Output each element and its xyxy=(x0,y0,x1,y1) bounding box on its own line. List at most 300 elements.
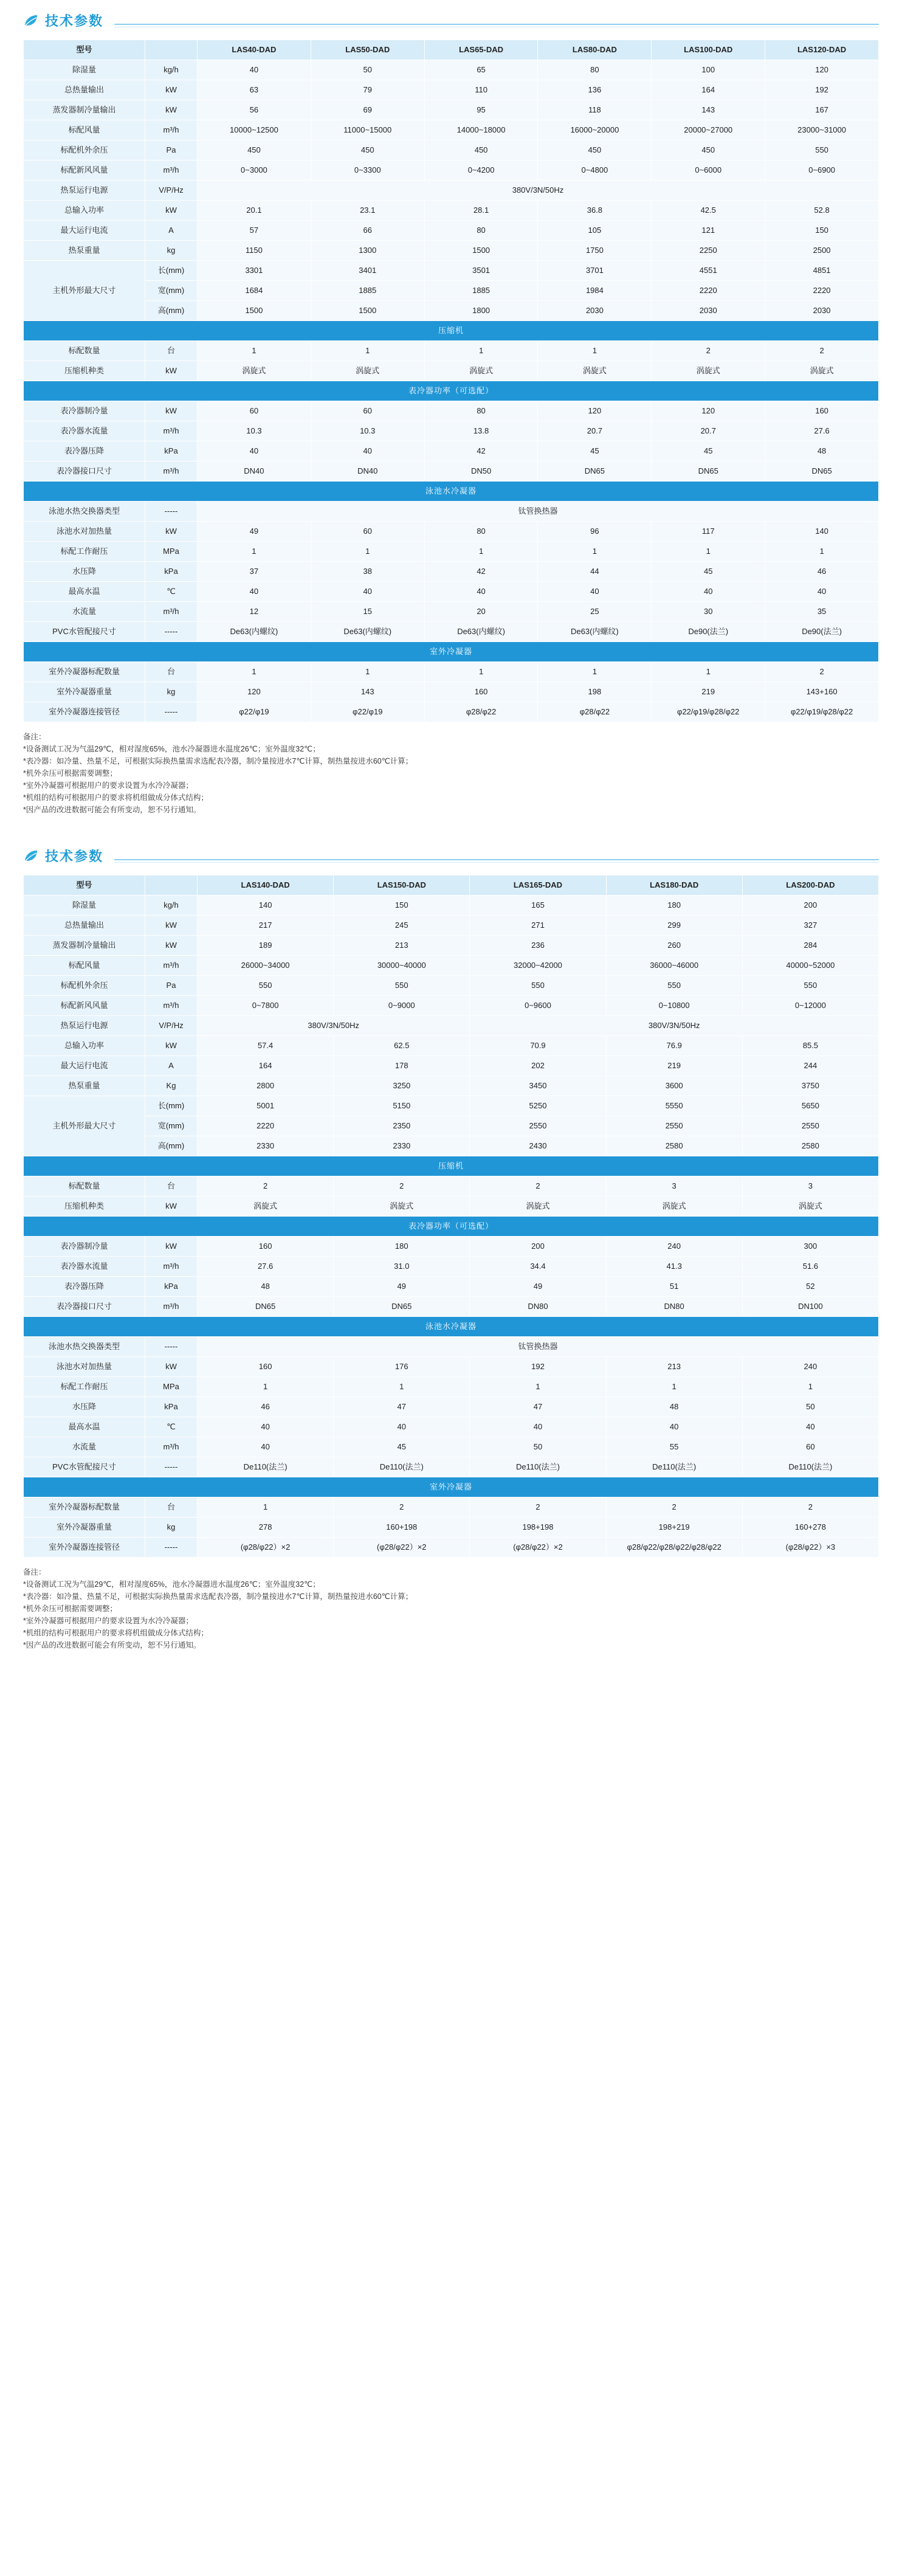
cell: 3501 xyxy=(424,261,538,281)
cell-power-supply: 380V/3N/50Hz xyxy=(470,1016,879,1036)
table-row xyxy=(24,1196,879,1217)
cell: DN65 xyxy=(334,1297,470,1317)
cell: 150 xyxy=(334,896,470,916)
cell: 45 xyxy=(334,1437,470,1457)
cell: 164 xyxy=(198,1056,334,1076)
band-cooling-coil xyxy=(24,381,879,401)
cell: 2430 xyxy=(470,1136,606,1156)
row-unit: MPa xyxy=(145,542,198,562)
cell: 160 xyxy=(424,682,538,702)
band-compressor xyxy=(24,321,879,341)
cell: 198+219 xyxy=(606,1518,742,1538)
row-unit: kW xyxy=(145,1196,198,1217)
cell: 136 xyxy=(538,80,652,100)
row-unit: 宽(mm) xyxy=(145,281,198,301)
cell: 42 xyxy=(424,562,538,582)
cell: 1 xyxy=(765,542,879,562)
row-label: 标配风量 xyxy=(24,120,145,140)
cell: 40 xyxy=(198,1437,334,1457)
cell: 23.1 xyxy=(311,201,424,221)
cell: 1 xyxy=(538,341,652,361)
cell: 40000~52000 xyxy=(742,956,878,976)
cell: 45 xyxy=(538,441,652,461)
cell: 143+160 xyxy=(765,682,879,702)
cell: 1500 xyxy=(311,301,424,321)
row-unit: kW xyxy=(145,401,198,421)
table-row xyxy=(24,896,879,916)
cell: 1 xyxy=(538,542,652,562)
cell: 10.3 xyxy=(311,421,424,441)
row-unit: 高(mm) xyxy=(145,301,198,321)
note-line: *室外冷凝器可根据用户的要求设置为水冷冷凝器； xyxy=(23,781,193,790)
table-row xyxy=(24,602,879,622)
row-unit: A xyxy=(145,1056,198,1076)
section-heading-1 xyxy=(23,0,879,36)
cell: 36.8 xyxy=(538,201,652,221)
cell: 1 xyxy=(652,662,765,682)
cell: 176 xyxy=(334,1357,470,1377)
table-row xyxy=(24,1277,879,1297)
cell: 60 xyxy=(742,1437,878,1457)
cell: 120 xyxy=(198,682,311,702)
cell: 涡旋式 xyxy=(334,1196,470,1217)
row-label: 室外冷凝器标配数量 xyxy=(24,662,145,682)
cell: 245 xyxy=(334,916,470,936)
cell: 2 xyxy=(334,1497,470,1518)
cell: 1 xyxy=(470,1377,606,1397)
row-unit: m³/h xyxy=(145,461,198,482)
row-unit: 台 xyxy=(145,1497,198,1518)
row-label: 标配数量 xyxy=(24,1176,145,1196)
row-unit: MPa xyxy=(145,1377,198,1397)
row-label: 总输入功率 xyxy=(24,201,145,221)
row-unit: kW xyxy=(145,936,198,956)
cell: 13.8 xyxy=(424,421,538,441)
cell: 0~4200 xyxy=(424,161,538,181)
cell: 300 xyxy=(742,1237,878,1257)
cell: 50 xyxy=(742,1397,878,1417)
row-unit: 台 xyxy=(145,1176,198,1196)
row-unit: ----- xyxy=(145,702,198,722)
cell: 涡旋式 xyxy=(652,361,765,381)
row-unit: kW xyxy=(145,201,198,221)
cell: 38 xyxy=(311,562,424,582)
cell: φ22/φ19 xyxy=(311,702,424,722)
cell: 150 xyxy=(765,221,879,241)
cell: 160+198 xyxy=(334,1518,470,1538)
cell: 50 xyxy=(470,1437,606,1457)
cell: 550 xyxy=(765,140,879,161)
cell: De63(内螺纹) xyxy=(198,622,311,642)
table-row xyxy=(24,161,879,181)
row-unit: ℃ xyxy=(145,1417,198,1437)
band-label: 压缩机 xyxy=(24,321,879,341)
cell: 2250 xyxy=(652,241,765,261)
cell: 31.0 xyxy=(334,1257,470,1277)
cell: 66 xyxy=(311,221,424,241)
cell: 20000~27000 xyxy=(652,120,765,140)
notes-title: 备注： xyxy=(23,1568,46,1576)
cell: 1 xyxy=(424,341,538,361)
cell: 1500 xyxy=(424,241,538,261)
table-header-row xyxy=(24,875,879,896)
heading-rule xyxy=(114,859,879,860)
cell: (φ28/φ22）×3 xyxy=(742,1538,878,1558)
cell: 56 xyxy=(198,100,311,120)
table-row xyxy=(24,361,879,381)
cell: 140 xyxy=(198,896,334,916)
cell: 550 xyxy=(606,976,742,996)
cell: DN80 xyxy=(470,1297,606,1317)
header-model-0: LAS140-DAD xyxy=(198,875,334,896)
cell: 16000~20000 xyxy=(538,120,652,140)
row-unit: kPa xyxy=(145,1277,198,1297)
cell: 40 xyxy=(198,441,311,461)
cell: 180 xyxy=(334,1237,470,1257)
cell: 1 xyxy=(198,341,311,361)
cell: 117 xyxy=(652,522,765,542)
cell: 26000~34000 xyxy=(198,956,334,976)
cell: 167 xyxy=(765,100,879,120)
section-title: 技术参数 xyxy=(45,849,104,864)
row-unit: V/P/Hz xyxy=(145,181,198,201)
cell: 52.8 xyxy=(765,201,879,221)
cell: 5001 xyxy=(198,1096,334,1116)
table-row xyxy=(24,662,879,682)
cell: 240 xyxy=(606,1237,742,1257)
row-unit: 宽(mm) xyxy=(145,1116,198,1136)
row-label: 标配机外余压 xyxy=(24,976,145,996)
cell: 3301 xyxy=(198,261,311,281)
row-unit: kW xyxy=(145,361,198,381)
cell: 20.7 xyxy=(652,421,765,441)
cell: 0~9600 xyxy=(470,996,606,1016)
table-row-dimension xyxy=(24,261,879,281)
cell: 30 xyxy=(652,602,765,622)
row-unit: kPa xyxy=(145,1397,198,1417)
header-model-label: 型号 xyxy=(24,875,145,896)
cell: 40 xyxy=(198,1417,334,1437)
row-label: 总热量输出 xyxy=(24,916,145,936)
table-row xyxy=(24,441,879,461)
cell: 105 xyxy=(538,221,652,241)
cell: 48 xyxy=(765,441,879,461)
cell: 1 xyxy=(311,341,424,361)
cell: 200 xyxy=(742,896,878,916)
row-unit: 高(mm) xyxy=(145,1136,198,1156)
row-unit: 长(mm) xyxy=(145,1096,198,1116)
table-row xyxy=(24,1036,879,1056)
row-unit: kg xyxy=(145,241,198,261)
cell: 120 xyxy=(538,401,652,421)
cell: 3 xyxy=(742,1176,878,1196)
cell: 1 xyxy=(424,542,538,562)
table-row xyxy=(24,341,879,361)
row-unit: kW xyxy=(145,1036,198,1056)
cell: φ22/φ19 xyxy=(198,702,311,722)
cell: 2 xyxy=(470,1497,606,1518)
cell: 450 xyxy=(538,140,652,161)
cell: 40 xyxy=(311,441,424,461)
spec-table-2 xyxy=(23,875,879,1558)
table-row-dimension xyxy=(24,1096,879,1116)
cell: 40 xyxy=(765,582,879,602)
table-header-row xyxy=(24,40,879,60)
table-row xyxy=(24,956,879,976)
table-row xyxy=(24,1497,879,1518)
cell: 40 xyxy=(470,1417,606,1437)
cell: 48 xyxy=(198,1277,334,1297)
cell: 140 xyxy=(765,522,879,542)
note-line: *设备测试工况为气温29℃，相对湿度65%，池水冷凝器进水温度26℃；室外温度32℃； xyxy=(23,745,320,753)
header-unit xyxy=(145,875,198,896)
cell: 2350 xyxy=(334,1116,470,1136)
header-model-0: LAS40-DAD xyxy=(198,40,311,60)
cell: 涡旋式 xyxy=(311,361,424,381)
cell: 40 xyxy=(198,60,311,80)
row-label: 压缩机种类 xyxy=(24,1196,145,1217)
cell: 192 xyxy=(765,80,879,100)
row-label: 最高水温 xyxy=(24,582,145,602)
row-label: 热泵运行电源 xyxy=(24,1016,145,1036)
row-unit: Kg xyxy=(145,1076,198,1096)
cell: 240 xyxy=(742,1357,878,1377)
cell: DN65 xyxy=(652,461,765,482)
cell: 涡旋式 xyxy=(198,1196,334,1217)
cell-power-supply: 380V/3N/50Hz xyxy=(198,1016,470,1036)
cell: 0~12000 xyxy=(742,996,878,1016)
cell: 32000~42000 xyxy=(470,956,606,976)
row-label: 热泵重量 xyxy=(24,1076,145,1096)
table-row xyxy=(24,461,879,482)
cell: 1800 xyxy=(424,301,538,321)
row-unit: kg xyxy=(145,682,198,702)
cell: 5650 xyxy=(742,1096,878,1116)
band-cooling-coil xyxy=(24,1217,879,1237)
row-label: 表冷器水流量 xyxy=(24,421,145,441)
row-unit: m³/h xyxy=(145,1257,198,1277)
cell: 40 xyxy=(334,1417,470,1437)
note-line: *机组的结构可根据用户的要求将机组做成分体式结构； xyxy=(23,1629,208,1637)
row-label: 标配数量 xyxy=(24,341,145,361)
table-row xyxy=(24,60,879,80)
cell: 80 xyxy=(424,522,538,542)
row-label: PVC水管配接尺寸 xyxy=(24,1457,145,1477)
cell: 15 xyxy=(311,602,424,622)
cell: DN40 xyxy=(198,461,311,482)
row-label: 除湿量 xyxy=(24,896,145,916)
cell: 2580 xyxy=(742,1136,878,1156)
cell: De63(内螺纹) xyxy=(538,622,652,642)
cell: 1 xyxy=(424,662,538,682)
row-label: 水流量 xyxy=(24,602,145,622)
cell: 202 xyxy=(470,1056,606,1076)
note-line: *因产品的改进数据可能会有所变动，恕不另行通知。 xyxy=(23,806,201,814)
cell: De110(法兰) xyxy=(606,1457,742,1477)
cell: 2220 xyxy=(765,281,879,301)
row-unit: V/P/Hz xyxy=(145,1016,198,1036)
cell: 34.4 xyxy=(470,1257,606,1277)
table-row xyxy=(24,502,879,522)
cell: 4551 xyxy=(652,261,765,281)
cell: 40 xyxy=(311,582,424,602)
section-gap xyxy=(0,820,902,835)
note-line: *表冷器：如冷量、热量不足，可根据实际换热量需求选配表冷器，制冷量按进水7℃计算，制热量按进水60℃计算； xyxy=(23,757,413,765)
cell: 60 xyxy=(311,401,424,421)
row-label-dimensions: 主机外形最大尺寸 xyxy=(24,261,145,321)
table-row xyxy=(24,996,879,1016)
cell: 1885 xyxy=(311,281,424,301)
cell: 219 xyxy=(652,682,765,702)
cell: 1 xyxy=(334,1377,470,1397)
cell: 69 xyxy=(311,100,424,120)
cell: 37 xyxy=(198,562,311,582)
row-label: 标配机外余压 xyxy=(24,140,145,161)
cell: 1 xyxy=(538,662,652,682)
cell: 40 xyxy=(538,582,652,602)
cell: 260 xyxy=(606,936,742,956)
table-row xyxy=(24,916,879,936)
cell: 160 xyxy=(198,1237,334,1257)
table-row xyxy=(24,1457,879,1477)
cell: φ28/φ22/φ28/φ22/φ28/φ22 xyxy=(606,1538,742,1558)
cell: 1 xyxy=(606,1377,742,1397)
cell: 2 xyxy=(765,341,879,361)
table-row-dimension xyxy=(24,281,879,301)
cell: 57.4 xyxy=(198,1036,334,1056)
row-unit: 长(mm) xyxy=(145,261,198,281)
cell: 40 xyxy=(742,1417,878,1437)
cell: 2 xyxy=(742,1497,878,1518)
cell: 49 xyxy=(334,1277,470,1297)
cell: DN50 xyxy=(424,461,538,482)
table-row xyxy=(24,702,879,722)
cell: 450 xyxy=(311,140,424,161)
cell: 219 xyxy=(606,1056,742,1076)
band-label: 泳池水冷凝器 xyxy=(24,1317,879,1337)
header-model-1: LAS50-DAD xyxy=(311,40,424,60)
row-label: 泳池水热交换器类型 xyxy=(24,1337,145,1357)
cell: De90(法兰) xyxy=(652,622,765,642)
cell: 2030 xyxy=(765,301,879,321)
cell: 189 xyxy=(198,936,334,956)
row-unit: 台 xyxy=(145,341,198,361)
notes-title: 备注： xyxy=(23,733,46,741)
table-row xyxy=(24,221,879,241)
row-label: 泳池水热交换器类型 xyxy=(24,502,145,522)
cell: 0~9000 xyxy=(334,996,470,1016)
cell: 1885 xyxy=(424,281,538,301)
row-label: 压缩机种类 xyxy=(24,361,145,381)
note-line: *设备测试工况为气温29℃，相对湿度65%，池水冷凝器进水温度26℃；室外温度32℃； xyxy=(23,1580,320,1589)
section-title: 技术参数 xyxy=(45,13,104,29)
row-unit: A xyxy=(145,221,198,241)
cell: 160 xyxy=(765,401,879,421)
cell: 450 xyxy=(652,140,765,161)
note-line: *因产品的改进数据可能会有所变动，恕不另行通知。 xyxy=(23,1641,201,1649)
row-label: 室外冷凝器连接管径 xyxy=(24,702,145,722)
table-row xyxy=(24,1357,879,1377)
row-label: 标配新风风量 xyxy=(24,161,145,181)
table-row xyxy=(24,542,879,562)
cell: 62.5 xyxy=(334,1036,470,1056)
cell: (φ28/φ22）×2 xyxy=(470,1538,606,1558)
cell: 80 xyxy=(424,401,538,421)
header-model-label: 型号 xyxy=(24,40,145,60)
cell: 299 xyxy=(606,916,742,936)
cell: 450 xyxy=(198,140,311,161)
cell: 57 xyxy=(198,221,311,241)
cell: 121 xyxy=(652,221,765,241)
cell: 涡旋式 xyxy=(606,1196,742,1217)
cell: 2030 xyxy=(538,301,652,321)
row-label: 室外冷凝器重量 xyxy=(24,1518,145,1538)
cell: φ28/φ22 xyxy=(424,702,538,722)
leaf-icon xyxy=(23,848,39,864)
cell: 198+198 xyxy=(470,1518,606,1538)
cell: 236 xyxy=(470,936,606,956)
cell: DN65 xyxy=(198,1297,334,1317)
cell: De63(内螺纹) xyxy=(311,622,424,642)
row-unit: ℃ xyxy=(145,582,198,602)
cell-heat-exchanger-type: 钛管换热器 xyxy=(198,502,879,522)
row-label: 表冷器制冷量 xyxy=(24,1237,145,1257)
cell: 120 xyxy=(652,401,765,421)
cell: φ22/φ19/φ28/φ22 xyxy=(652,702,765,722)
cell: 0~6900 xyxy=(765,161,879,181)
row-label: 最大运行电流 xyxy=(24,221,145,241)
cell: 4851 xyxy=(765,261,879,281)
row-label: 表冷器压降 xyxy=(24,441,145,461)
band-pool-condenser xyxy=(24,1317,879,1337)
row-label: 最大运行电流 xyxy=(24,1056,145,1076)
table-row xyxy=(24,1076,879,1096)
cell: 2220 xyxy=(652,281,765,301)
band-label: 室外冷凝器 xyxy=(24,1477,879,1497)
cell: 3401 xyxy=(311,261,424,281)
row-label: 泳池水对加热量 xyxy=(24,522,145,542)
header-unit xyxy=(145,40,198,60)
table-row-power xyxy=(24,181,879,201)
row-unit: ----- xyxy=(145,1538,198,1558)
cell: 3 xyxy=(606,1176,742,1196)
table-row xyxy=(24,1377,879,1397)
cell: 2 xyxy=(198,1176,334,1196)
row-label: 水压降 xyxy=(24,1397,145,1417)
cell: De110(法兰) xyxy=(742,1457,878,1477)
header-model-4: LAS200-DAD xyxy=(742,875,878,896)
cell: 2030 xyxy=(652,301,765,321)
cell: 3701 xyxy=(538,261,652,281)
cell-power-supply: 380V/3N/50Hz xyxy=(198,181,879,201)
cell: De110(法兰) xyxy=(470,1457,606,1477)
cell: 10000~12500 xyxy=(198,120,311,140)
cell: 55 xyxy=(606,1437,742,1457)
row-label: 表冷器接口尺寸 xyxy=(24,461,145,482)
cell: 51.6 xyxy=(742,1257,878,1277)
leaf-icon xyxy=(23,13,39,29)
cell: 14000~18000 xyxy=(424,120,538,140)
row-label: 标配新风风量 xyxy=(24,996,145,1016)
cell: 1150 xyxy=(198,241,311,261)
table-row xyxy=(24,1538,879,1558)
cell: 70.9 xyxy=(470,1036,606,1056)
table-row xyxy=(24,140,879,161)
band-compressor xyxy=(24,1156,879,1176)
notes-block-2 xyxy=(23,1558,879,1655)
cell: 2580 xyxy=(606,1136,742,1156)
row-unit: m³/h xyxy=(145,161,198,181)
